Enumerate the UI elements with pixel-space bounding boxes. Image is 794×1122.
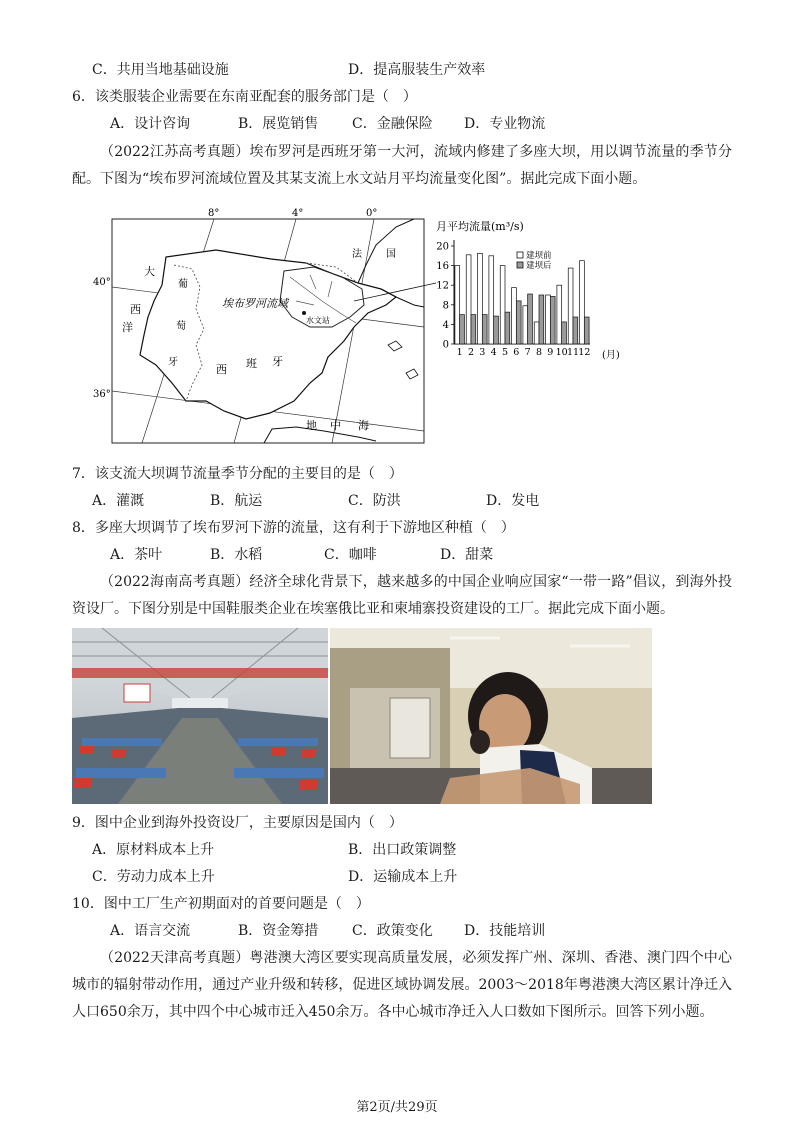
ebro-basin-label: 埃布罗河流域 [222, 297, 288, 310]
chart-ylabel: 月平均流量(m³/s) [436, 220, 524, 233]
spain-char-1: 西 [216, 363, 227, 376]
x-tick-label-6: 6 [513, 347, 520, 358]
factory-photo-cambodia [330, 628, 652, 804]
bar-before-10 [557, 285, 562, 344]
y-tick-label-8: 8 [442, 300, 449, 312]
chart-xlabel: (月) [602, 350, 620, 361]
spain-char-2: 班 [246, 357, 257, 370]
q8-option-a: A．茶叶 [110, 547, 163, 563]
x-tick-label-4: 4 [490, 347, 497, 358]
legend-label-before: 建坝前 [526, 251, 552, 261]
bar-after-7 [528, 294, 533, 344]
y-tick-label-12: 12 [436, 280, 449, 292]
y-tick-label-16: 16 [436, 261, 449, 273]
bar-before-12 [580, 261, 585, 344]
q6-option-c: C．金融保险 [352, 116, 433, 132]
y-tick-label-0: 0 [442, 339, 449, 351]
lat-label-36: 36° [93, 389, 111, 400]
bar-after-5 [505, 312, 510, 344]
bar-after-4 [494, 316, 499, 344]
q8-option-d: D．甜菜 [440, 547, 494, 563]
lon-label-0: 0° [366, 208, 378, 219]
bar-after-11 [573, 317, 578, 344]
page-footer: 第2页/共29页 [356, 1100, 438, 1115]
q10-stem: 10．图中工厂生产初期面对的首要问题是（ ） [72, 896, 370, 912]
bar-after-6 [516, 301, 521, 344]
y-tick-label-20: 20 [436, 241, 449, 253]
bar-after-9 [550, 296, 555, 344]
q6-option-b: B．展览销售 [238, 116, 319, 132]
x-tick-label-1: 1 [456, 347, 463, 358]
atlantic-char-1: 大 [144, 265, 155, 278]
legend-label-after: 建坝后 [526, 261, 552, 271]
portugal-char-1: 葡 [178, 279, 188, 290]
bar-before-6 [512, 288, 517, 344]
bar-before-4 [489, 256, 494, 344]
x-tick-label-2: 2 [467, 347, 475, 358]
legend-swatch-after [517, 262, 523, 268]
bar-before-5 [500, 266, 505, 344]
med-char-3: 海 [358, 419, 369, 432]
atlantic-char-2: 西 [130, 303, 141, 316]
q10-option-b: B．资金筹措 [238, 923, 319, 939]
spain-char-3: 牙 [272, 355, 283, 368]
monthly-flow-chart [432, 218, 632, 363]
q7-option-c: C．防洪 [348, 493, 401, 509]
bar-before-1 [455, 266, 460, 344]
bar-before-3 [478, 253, 483, 344]
lon-label-8: 8° [208, 208, 220, 219]
q5-option-d: D．提高服装生产效率 [348, 62, 486, 78]
med-char-2: 中 [330, 419, 341, 432]
x-tick-label-5: 5 [501, 347, 509, 358]
q7-option-b: B．航运 [210, 493, 263, 509]
q6-option-d: D．专业物流 [464, 116, 546, 132]
q6-stem: 6．该类服装企业需要在东南亚配套的服务部门是（ ） [72, 89, 417, 105]
q8-stem: 8．多座大坝调节了埃布罗河下游的流量，这有利于下游地区种植（ ） [72, 520, 515, 536]
q9-stem: 9．图中企业到海外投资设厂，主要原因是国内（ ） [72, 815, 403, 831]
x-tick-label-3: 3 [479, 347, 486, 358]
atlantic-char-3: 洋 [122, 321, 133, 334]
q7-option-d: D．发电 [486, 493, 540, 509]
bar-before-7 [523, 306, 528, 344]
france-char-1: 法 [352, 249, 362, 260]
x-tick-label-12: 12 [578, 347, 591, 358]
portugal-char-2: 萄 [176, 321, 186, 332]
x-tick-label-11: 11 [566, 347, 580, 358]
portugal-char-3: 牙 [168, 357, 178, 368]
q5-option-c: C．共用当地基础设施 [92, 62, 229, 78]
bar-after-10 [562, 322, 567, 344]
q9-option-a: A．原材料成本上升 [92, 842, 215, 858]
q8-option-b: B．水稻 [210, 547, 263, 563]
france-char-2: 国 [386, 249, 396, 260]
bar-before-2 [466, 255, 471, 344]
x-tick-label-7: 7 [524, 347, 531, 358]
intro-tianjin: （2022天津高考真题）粤港澳大湾区要实现高质量发展，必须发挥广州、深圳、香港、澳门四个中心城市的辐射带动作用，通过产业升级和转移，促进区域协调发展。2003～2018年粤港澳大湾区累计净迁入人口650余万，其中四个中心城市迁入450余万。各中心城市净迁入人口数如下图所示。回答下列小题。 [72, 950, 732, 1020]
legend-swatch-before [517, 252, 523, 258]
station-label: 水文站 [306, 316, 330, 325]
y-tick-label-4: 4 [442, 319, 449, 331]
factory-photo-ethiopia [72, 628, 328, 804]
x-tick-label-10: 10 [555, 347, 568, 358]
lon-label-4: 4° [292, 208, 304, 219]
q10-option-d: D．技能培训 [464, 923, 546, 939]
intro-hainan: （2022海南高考真题）经济全球化背景下，越来越多的中国企业响应国家“一带一路”倡议，到海外投资设厂。下图分别是中国鞋服类企业在埃塞俄比亚和柬埔寨投资建设的工厂。据此完成下面小题。 [72, 574, 732, 617]
q6-option-a: A．设计咨询 [110, 116, 191, 132]
q9-option-b: B．出口政策调整 [348, 842, 457, 858]
bar-after-1 [460, 315, 465, 344]
q10-option-a: A．语言交流 [110, 923, 191, 939]
x-tick-label-8: 8 [535, 347, 543, 358]
bar-before-11 [568, 268, 573, 344]
q7-stem: 7．该支流大坝调节流量季节分配的主要目的是（ ） [72, 466, 403, 482]
ebro-basin-map [93, 205, 432, 447]
bar-after-2 [471, 315, 476, 344]
med-char-1: 地 [306, 419, 317, 432]
bar-after-3 [482, 315, 487, 344]
q9-option-c: C．劳动力成本上升 [92, 869, 215, 885]
bar-before-9 [546, 295, 551, 344]
q7-option-a: A．灌溉 [92, 493, 145, 509]
intro-ebro: （2022江苏高考真题）埃布罗河是西班牙第一大河，流域内修建了多座大坝，用以调节流量的季节分配。下图为“埃布罗河流域位置及其某支流上水文站月平均流量变化图”。据此完成下面小题。 [72, 144, 732, 187]
q10-option-c: C．政策变化 [352, 923, 433, 939]
bar-after-12 [584, 317, 589, 344]
q8-option-c: C．咖啡 [324, 547, 377, 563]
bar-after-8 [539, 295, 544, 344]
bar-before-8 [534, 322, 539, 344]
x-tick-label-9: 9 [547, 347, 554, 358]
lat-label-40: 40° [93, 277, 111, 288]
q9-option-d: D．运输成本上升 [348, 869, 458, 885]
